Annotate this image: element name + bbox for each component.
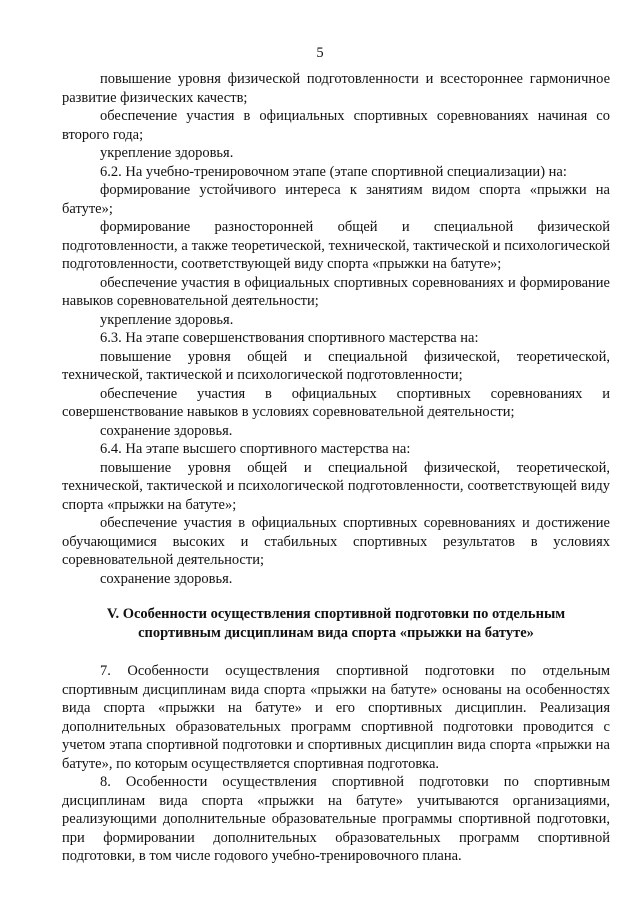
paragraph: обеспечение участия в официальных спортивных соревнованиях начиная со второго года;: [62, 108, 610, 143]
paragraph: формирование разносторонней общей и специальной физической подготовленности, а также теоретической, технической, тактической и психологической подготовленности, соответствующей виду спорта «прыжки на батуте»;: [62, 219, 610, 272]
section-heading-line: V. Особенности осуществления спортивной подготовки по отдельным: [106, 606, 566, 622]
paragraph: сохранение здоровья.: [100, 570, 233, 587]
paragraph: сохранение здоровья.: [100, 422, 233, 439]
paragraph: повышение уровня общей и специальной физической, теоретической, технической, тактической и психологической подготовленности;: [62, 348, 610, 383]
paragraph: укрепление здоровья.: [100, 145, 234, 161]
paragraph: повышение уровня физической подготовленности и всестороннее гармоничное развитие физических качеств;: [62, 71, 610, 106]
paragraph: обеспечение участия в официальных спортивных соревнованиях и формирование навыков соревновательной деятельности;: [62, 274, 610, 309]
subsection-heading: 6.4. На этапе высшего спортивного мастерства на:: [100, 441, 411, 457]
page-number: 5: [316, 45, 324, 61]
document-body: [62, 70, 610, 866]
paragraph: 7. Особенности осуществления спортивной подготовки по отдельным спортивным дисциплинам вида спорта «прыжки на батуте» основаны на особенностях вида спорта «прыжки на батуте» и его спортивных дисциплин. Реализация дополнительных образовательных программ спортивной подготовки проводится с учетом этапа спортивной подготовки и спортивных дисциплин вида спорта «прыжки на батуте», по которым осуществляется спортивная подготовка.: [62, 663, 610, 772]
section-heading: [62, 605, 610, 642]
paragraph: укрепление здоровья.: [100, 311, 234, 328]
section-heading-line: спортивным дисциплинам вида спорта «прыжки на батуте»: [138, 624, 534, 641]
paragraph: повышение уровня общей и специальной физической, теоретической, технической, тактической и психологической подготовленности, соответствующей виду спорта «прыжки на батуте»;: [62, 459, 610, 513]
paragraph: обеспечение участия в официальных спортивных соревнованиях и совершенствование навыков в условиях соревновательной деятельности;: [62, 385, 610, 420]
paragraph: 8. Особенности осуществления спортивной подготовки по спортивным дисциплинам вида спорта «прыжки на батуте» учитываются организациями, реализующими дополнительные образовательные программы спортивной подготовки, при формировании дополнительных образовательных программ спортивной подготовки, в том числе годового учебно-тренировочного плана.: [62, 774, 610, 864]
subsection-heading: 6.3. На этапе совершенствования спортивного мастерства на:: [100, 330, 479, 346]
subsection-heading: 6.2. На учебно-тренировочном этапе (этапе спортивной специализации) на:: [100, 163, 567, 180]
paragraph: обеспечение участия в официальных спортивных соревнованиях и достижение обучающимися высоких и стабильных спортивных результатов в условиях соревновательной деятельности;: [62, 515, 610, 568]
paragraph: формирование устойчивого интереса к занятиям видом спорта «прыжки на батуте»;: [62, 182, 610, 217]
